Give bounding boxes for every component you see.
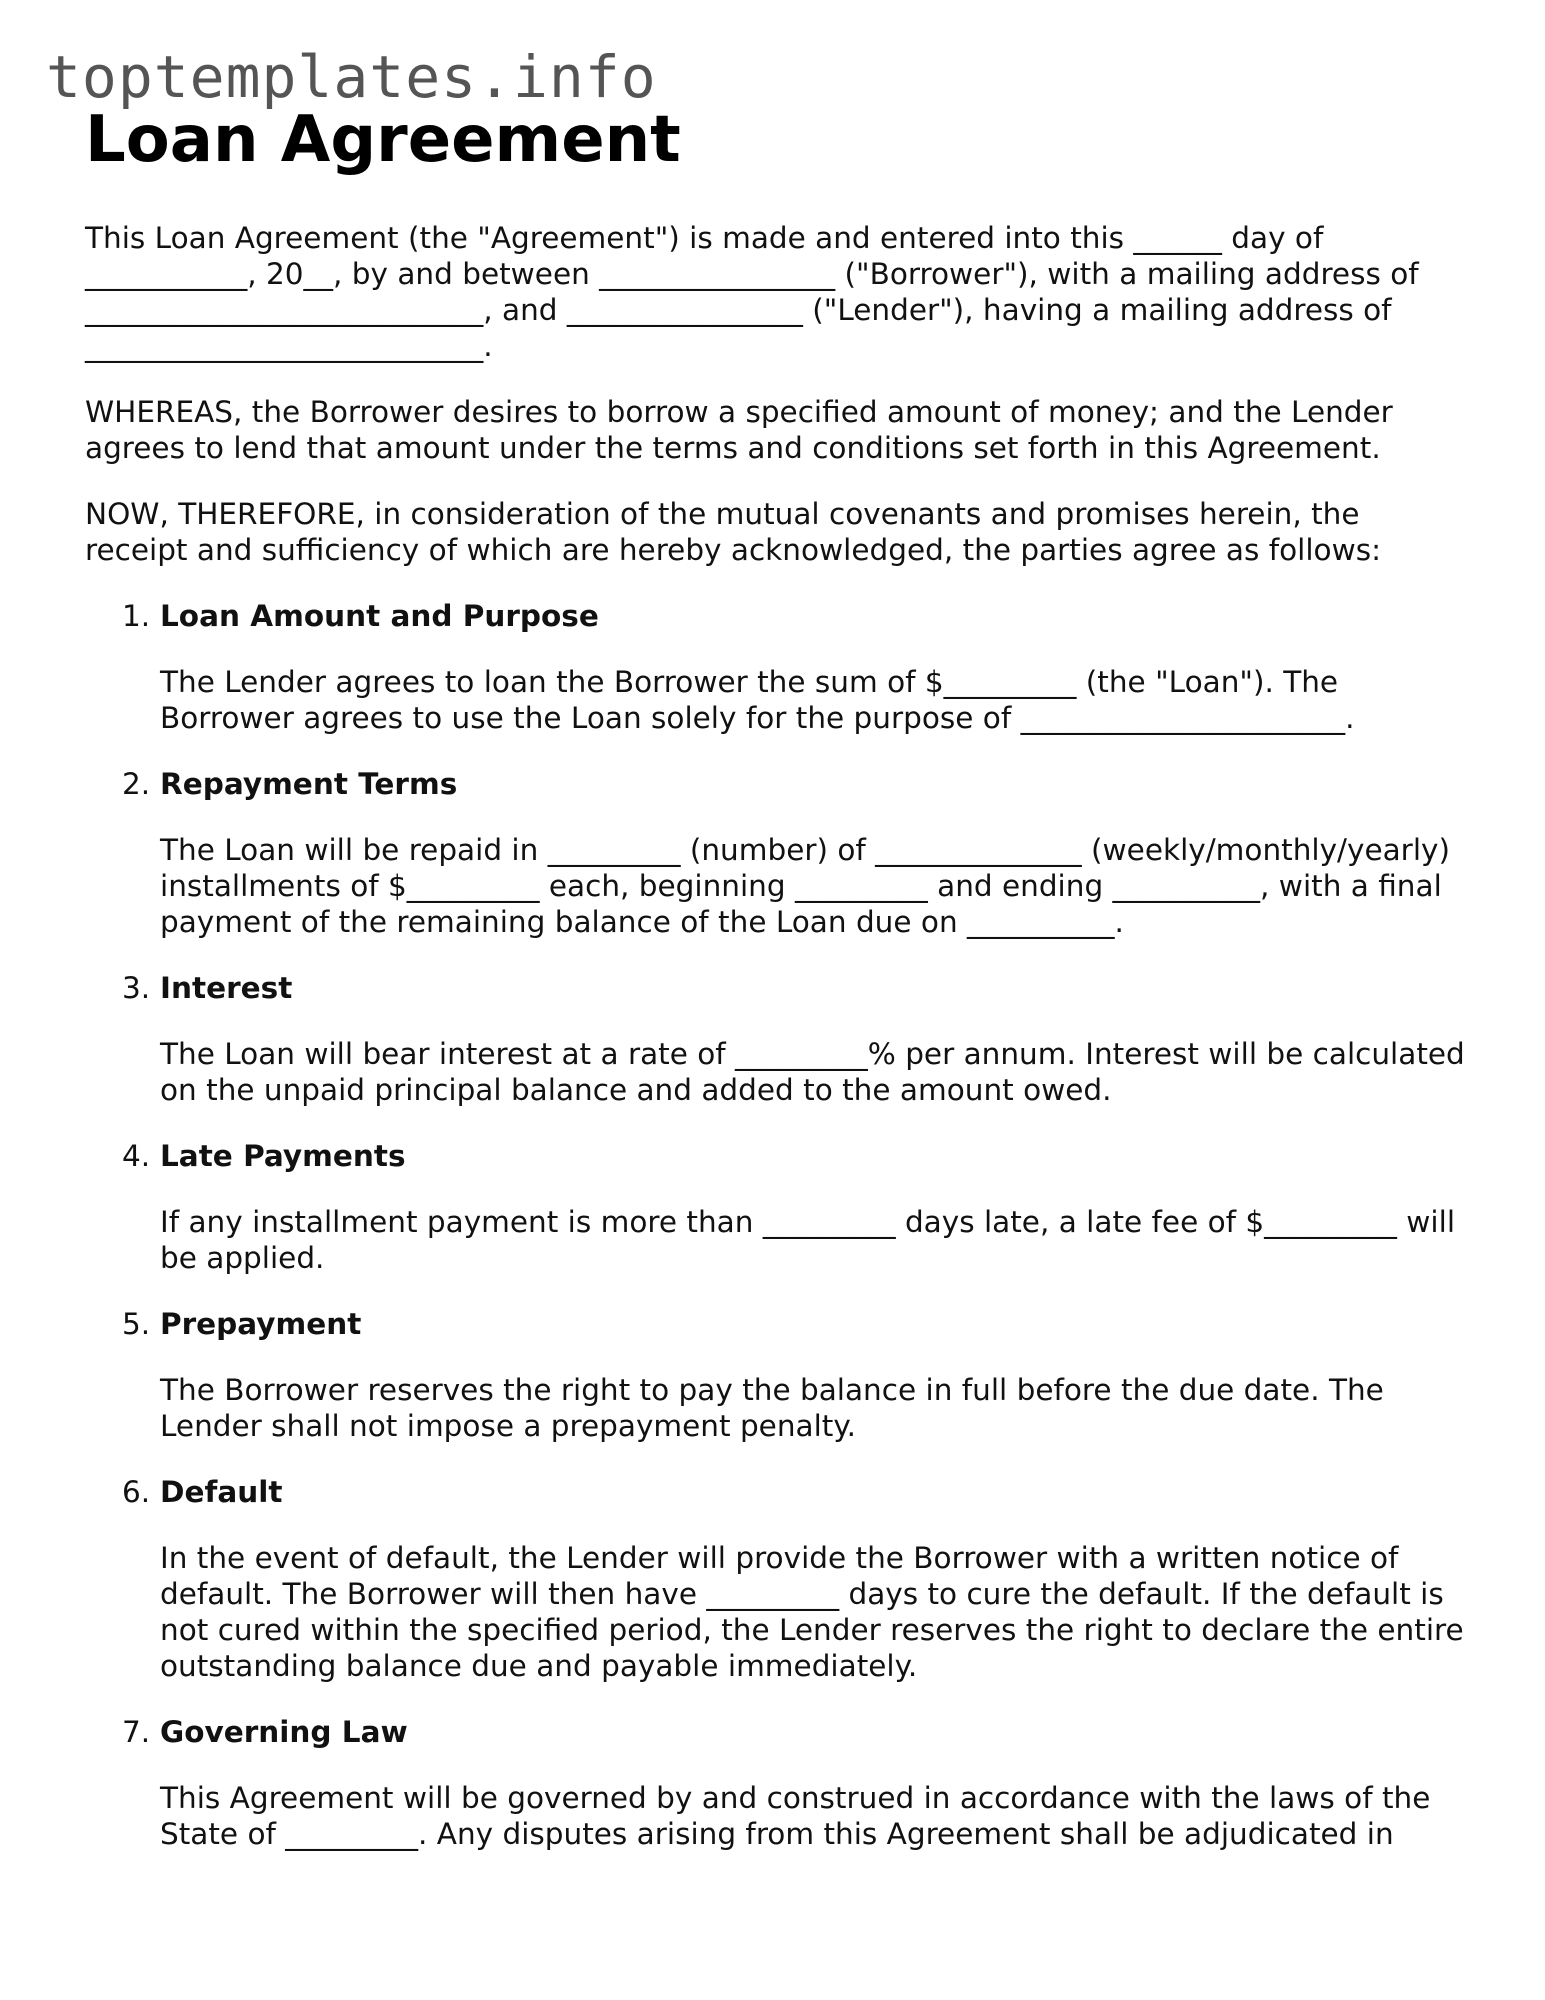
section-title: Prepayment xyxy=(160,1307,362,1341)
section-title: Governing Law xyxy=(160,1715,408,1749)
section-title: Late Payments xyxy=(160,1139,406,1173)
section-number: 6. xyxy=(122,1475,151,1509)
whereas-paragraph: WHEREAS, the Borrower desires to borrow a specified amount of money; and the Lender agrees to lend that amount under the terms and conditions set forth in this Agreement. xyxy=(85,395,1393,465)
section-body: In the event of default, the Lender will provide the Borrower with a written notice of default. The Borrower will then have _________ days to cure the default. If the default is not cured within the specified period, the Lender reserves the right to declare the entire outstanding balance due and payable immediately. xyxy=(160,1541,1464,1683)
section-title: Default xyxy=(160,1475,283,1509)
intro-paragraph: This Loan Agreement (the "Agreement") is made and entered into this ______ day of ___________, 20__, by and between ________________ ("Borrower"), with a mailing address of ___________________________, and ________________ ("Lender"), having a mailing address of ___________________________. xyxy=(85,221,1419,363)
section-prepayment xyxy=(85,1306,1465,1444)
section-number: 7. xyxy=(122,1715,151,1749)
section-title: Repayment Terms xyxy=(160,767,458,801)
section-body: If any installment payment is more than _________ days late, a late fee of $_________ will be applied. xyxy=(160,1205,1456,1275)
section-late-payments xyxy=(85,1138,1465,1276)
section-default xyxy=(85,1474,1465,1684)
section-title: Interest xyxy=(160,971,293,1005)
section-number: 1. xyxy=(122,599,151,633)
section-body: The Lender agrees to loan the Borrower the sum of $_________ (the "Loan"). The Borrower agrees to use the Loan solely for the purpose of ______________________. xyxy=(160,665,1355,735)
watermark: toptemplates.info xyxy=(46,43,657,111)
section-interest xyxy=(85,970,1465,1108)
section-heading xyxy=(122,1138,1465,1174)
section-repayment-terms xyxy=(85,766,1465,940)
section-body: The Loan will bear interest at a rate of _________% per annum. Interest will be calculated on the unpaid principal balance and added to the amount owed. xyxy=(160,1037,1465,1107)
page-title: Loan Agreement xyxy=(85,103,681,177)
section-title: Loan Amount and Purpose xyxy=(160,599,599,633)
section-heading xyxy=(122,1714,1465,1750)
section-heading xyxy=(122,766,1465,802)
section-number: 2. xyxy=(122,767,151,801)
section-body: The Borrower reserves the right to pay the balance in full before the due date. The Lender shall not impose a prepayment penalty. xyxy=(160,1373,1384,1443)
section-number: 4. xyxy=(122,1139,151,1173)
section-heading xyxy=(122,1474,1465,1510)
document-body xyxy=(85,220,1465,1882)
now-therefore-paragraph: NOW, THEREFORE, in consideration of the mutual covenants and promises herein, the receipt and sufficiency of which are hereby acknowledged, the parties agree as follows: xyxy=(85,497,1382,567)
section-body: The Loan will be repaid in _________ (number) of ______________ (weekly/monthly/yearly) installments of $_________ each, beginning _________ and ending __________, with a final payment of the remaining balance of the Loan due on __________. xyxy=(160,833,1450,939)
section-heading xyxy=(122,598,1465,634)
section-body: This Agreement will be governed by and construed in accordance with the laws of the State of _________. Any disputes arising from this Agreement shall be adjudicated in xyxy=(160,1781,1431,1851)
sections-list xyxy=(85,598,1465,1852)
section-number: 5. xyxy=(122,1307,151,1341)
section-heading xyxy=(122,1306,1465,1342)
section-number: 3. xyxy=(122,971,151,1005)
section-heading xyxy=(122,970,1465,1006)
section-loan-amount xyxy=(85,598,1465,736)
section-governing-law xyxy=(85,1714,1465,1852)
